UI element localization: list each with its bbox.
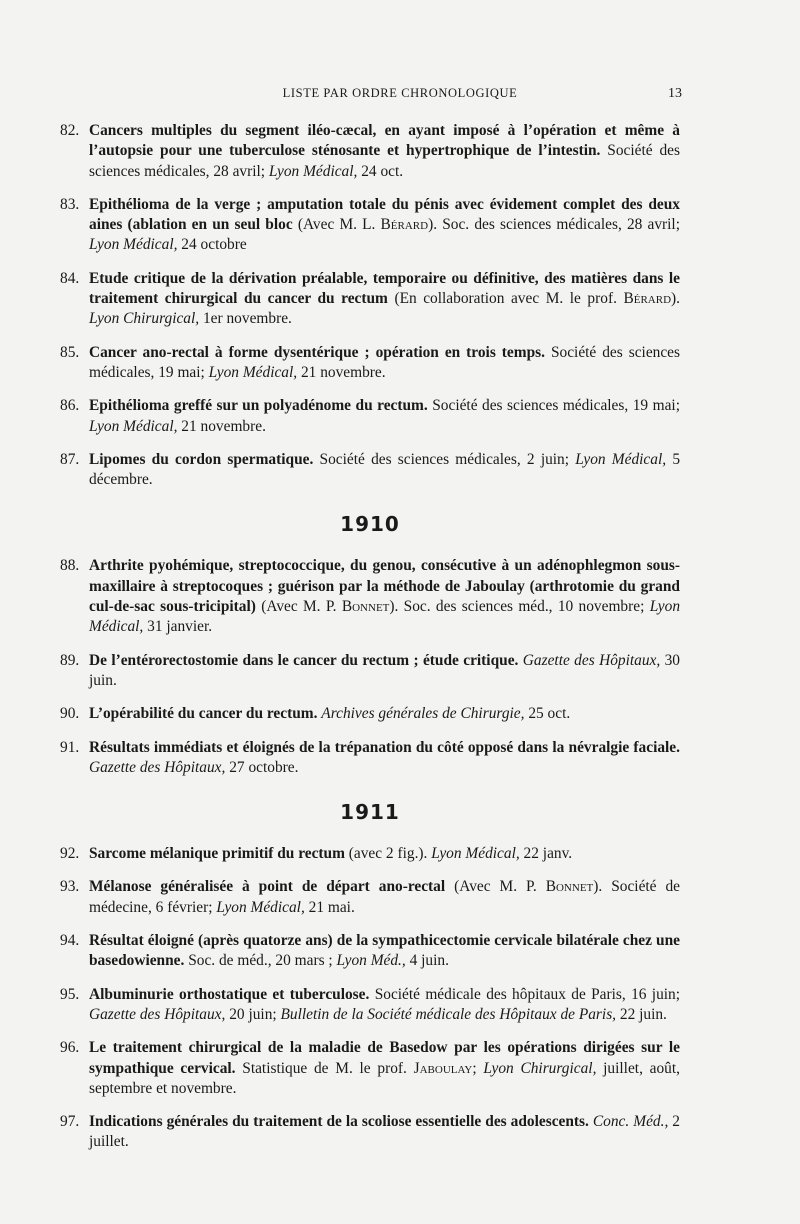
entry-title: Résultats immédiats et éloignés de la trépanation du côté opposé dans la névralgie faciale. <box>89 738 680 756</box>
entry-author: Bérard <box>380 216 429 234</box>
entry-title: Cancers multiples du segment iléo-cæcal, en ayant imposé à l’opération et même à l’autopsie pour une tuberculose sténosante et hypertrophique de l’intestin. <box>89 122 680 160</box>
entry-89 <box>60 651 680 692</box>
year-heading-1911: 1911 <box>340 800 400 825</box>
entry-title: Epithélioma de la verge ; amputation totale du pénis avec évidement complet des deux aines (ablation en un seul bloc <box>89 195 680 234</box>
entry-number: 88. <box>60 557 80 575</box>
entry-source: Gazette des Hôpitaux, <box>89 1005 226 1023</box>
entry-text: Société des sciences médicales, 28 avril; <box>89 142 681 180</box>
entry-title: Cancer ano-rectal à forme dysentérique ; opération en trois temps. <box>89 343 545 361</box>
entry-title: Etude critique de la dérivation préalable, temporaire ou définitive, des matières dans le traitement chirurgical du cancer du rectum <box>89 269 680 308</box>
entry-source: Lyon Médical, <box>216 898 305 916</box>
entry-text: Société des sciences médicales, 19 mai; <box>89 343 680 381</box>
entry-number: 92. <box>60 845 80 863</box>
entry-title: De l’entérorectostomie dans le cancer du rectum ; étude critique. <box>89 651 519 669</box>
entry-text: 22 janv. <box>519 845 573 863</box>
entry-94 <box>60 931 680 972</box>
entry-text: 5 décembre. <box>89 450 681 489</box>
entry-source: Lyon Médical, <box>89 236 178 254</box>
entry-title: Lipomes du cordon spermatique. <box>89 450 314 468</box>
entry-number: 95. <box>60 985 80 1003</box>
entry-source: Lyon Médical, <box>208 363 298 381</box>
entry-text: (En collaboration avec M. le prof. <box>387 290 624 308</box>
entry-number: 97. <box>60 1113 80 1131</box>
entry-author: Jaboulay <box>413 1059 473 1077</box>
entry-text: (avec 2 fig.). <box>344 845 432 863</box>
entry-source: Gazette des Hôpitaux, <box>522 651 661 669</box>
entry-title: Sarcome mélanique primitif du rectum <box>89 845 345 863</box>
entry-number: 93. <box>60 878 80 896</box>
entry-97 <box>60 1112 680 1153</box>
entry-text: 20 juin; <box>225 1005 281 1023</box>
entry-number: 96. <box>60 1039 80 1057</box>
entry-text: (Avec M. P. <box>445 878 546 896</box>
entry-text: 2 juillet. <box>89 1113 680 1151</box>
entry-83 <box>60 195 680 256</box>
entry-92 <box>60 844 680 864</box>
entry-text: 31 janvier. <box>143 618 213 636</box>
entry-number: 83. <box>60 195 80 213</box>
entry-text: (Avec M. P. <box>255 598 342 616</box>
entry-text: 27 octobre. <box>225 758 299 776</box>
entry-86 <box>60 396 680 437</box>
entry-number: 91. <box>60 738 80 756</box>
entry-text: 24 oct. <box>357 162 404 180</box>
entry-source: Lyon Médical, <box>268 162 358 180</box>
entry-list <box>60 121 680 1166</box>
entry-title: Epithélioma greffé sur un polyadénome du rectum. <box>89 397 428 415</box>
entry-text: 22 juin. <box>616 1005 667 1023</box>
entry-source: Lyon Médical, <box>89 417 178 435</box>
entry-title: Résultat éloigné (après quatorze ans) de la sympathicectomie cervicale bilatérale chez une basedowienne. <box>89 932 680 970</box>
entry-text: 30 juin. <box>89 651 680 689</box>
entry-title: L’opérabilité du cancer du rectum. <box>89 705 318 723</box>
entry-number: 90. <box>60 705 80 723</box>
entry-title: Mélanose généralisée à point de départ ano-rectal <box>89 878 446 896</box>
entry-text: ). <box>671 290 680 308</box>
entry-source: Gazette des Hôpitaux, <box>89 758 226 776</box>
entry-84 <box>60 269 680 330</box>
entry-source: Lyon Chirurgical, <box>483 1059 597 1077</box>
entry-number: 94. <box>60 932 80 950</box>
entry-number: 85. <box>60 343 80 361</box>
entry-source: Lyon Chirurgical, <box>89 310 200 328</box>
entry-source: Lyon Méd., <box>336 952 406 970</box>
entry-text: 21 mai. <box>304 898 355 916</box>
running-title: LISTE PAR ORDRE CHRONOLOGIQUE <box>282 86 518 100</box>
entry-source: Conc. Méd., <box>592 1113 669 1131</box>
entry-text: Société des sciences médicales, 19 mai; <box>427 397 680 415</box>
entry-number: 84. <box>60 269 80 287</box>
entry-number: 89. <box>60 651 80 669</box>
entry-number: 87. <box>60 450 80 468</box>
entry-source: Lyon Médical, <box>89 598 681 636</box>
entry-source: Lyon Médical, <box>431 845 520 863</box>
entry-90 <box>60 704 680 724</box>
entry-text: ). Société de médecine, 6 février; <box>89 878 681 916</box>
entry-93 <box>60 877 680 918</box>
entry-95 <box>60 985 680 1026</box>
entry-text: 4 juin. <box>405 952 449 970</box>
entry-source: Bulletin de la Société médicale des Hôpitaux de Paris, <box>280 1005 617 1023</box>
entry-text: ). Soc. des sciences méd., 10 novembre; <box>389 598 650 616</box>
entry-text: Soc. de méd., 20 mars ; <box>184 952 337 970</box>
entry-title: Indications générales du traitement de la scoliose essentielle des adolescents. <box>89 1113 589 1131</box>
entry-85 <box>60 343 680 384</box>
entry-text: Statistique de M. le prof. <box>235 1059 414 1077</box>
entry-88 <box>60 556 680 637</box>
entry-91 <box>60 738 680 779</box>
entry-author: Bérard <box>623 290 672 308</box>
entry-text: 25 oct. <box>524 705 571 723</box>
entry-96 <box>60 1038 680 1099</box>
entry-text: Société des sciences médicales, 2 juin; <box>313 450 576 468</box>
year-heading-1910: 1910 <box>340 512 400 537</box>
page-number: 13 <box>668 86 682 101</box>
entry-author: Bonnet <box>545 878 594 896</box>
entry-text: ; <box>472 1059 484 1077</box>
entry-number: 86. <box>60 397 80 415</box>
entry-title: Le traitement chirurgical de la maladie de Basedow par les opérations dirigées sur le sympathique cervical. <box>89 1039 680 1077</box>
entry-text: 24 octobre <box>177 236 247 254</box>
entry-text: 1er novembre. <box>199 310 292 328</box>
entry-text: juillet, août, septembre et novembre. <box>89 1059 680 1097</box>
entry-text: 21 novembre. <box>177 417 266 435</box>
entry-text: 21 novembre. <box>297 363 386 381</box>
entry-text: Société médicale des hôpitaux de Paris, 16 juin; <box>369 985 681 1003</box>
entry-text: ). Soc. des sciences médicales, 28 avril; <box>428 216 680 234</box>
entry-text: (Avec M. L. <box>292 216 381 234</box>
entry-author: Bonnet <box>341 598 390 616</box>
entry-87 <box>60 450 680 491</box>
entry-82 <box>60 121 680 182</box>
entry-number: 82. <box>60 122 80 139</box>
entry-source: Lyon Médical, <box>575 450 667 468</box>
entry-title: Arthrite pyohémique, streptococcique, du genou, consécutive à un adénophlegmon sous-maxillaire à streptocoques ; guérison par la méthode de Jaboulay (arthrotomie du grand cul-de-sac sous-tricipital) <box>89 557 680 616</box>
entry-source: Archives générales de Chirurgie, <box>321 705 525 723</box>
entry-title: Albuminurie orthostatique et tuberculose. <box>89 985 370 1003</box>
